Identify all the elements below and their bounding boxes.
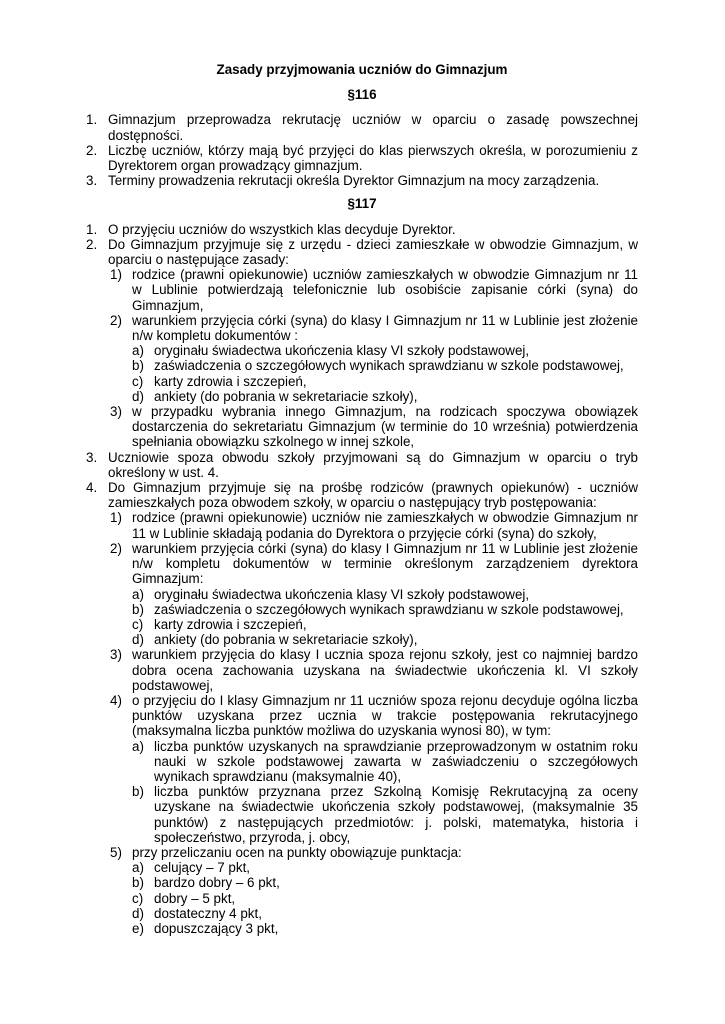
list-item: 1. O przyjęciu uczniów do wszystkich klas decyduje Dyrektor.: [86, 221, 456, 237]
list-item: a) liczba punktów uzyskanych na sprawdzianie przeprowadzonym w ostatnim roku nauki w szkole podstawowej zawarta w zaświadczeniu o szczegółowych wynikach sprawdzianu (maksymalnie 40),: [132, 738, 638, 784]
list-item: a) celujący – 7 pkt,: [132, 860, 251, 876]
list-item: 1) rodzice (prawni opiekunowie) uczniów nie zamieszkałych w obwodzie Gimnazjum nr 11 w Lublinie składają podania do Dyrektora o przyjęcie córki (syna) do szkoły,: [110, 510, 638, 541]
list-item: 2) warunkiem przyjęcia córki (syna) do klasy I Gimnazjum nr 11 w Lublinie jest złożenie n/w kompletu dokumentów w terminie określonym zarządzeniem dyrektora Gimnazjum:: [110, 540, 638, 587]
section-heading-116: §116: [347, 87, 377, 103]
list-item: 3. Terminy prowadzenia rekrutacji określa Dyrektor Gimnazjum na mocy zarządzenia.: [86, 173, 600, 189]
list-item: d) ankiety (do pobrania w sekretariacie szkoły),: [132, 388, 418, 404]
section-heading-117: §117: [347, 196, 377, 212]
list-item: 4) o przyjęciu do I klasy Gimnazjum nr 11 uczniów spoza rejonu decyduje ogólna liczba punktów uzyskana przez ucznia w trakcie postępowania rekrutacyjnego (maksymalna liczba punktów możliwa do uzyskania wynosi 80), w tym:: [110, 692, 638, 739]
list-item: a) oryginału świadectwa ukończenia klasy VI szkoły podstawowej,: [132, 343, 530, 359]
list-item: 4. Do Gimnazjum przyjmuje się na prośbę rodziców (prawnych opiekunów) - uczniów zamieszkałych poza obwodem szkoły, w oparciu o następujący tryb postępowania:: [86, 480, 638, 511]
document-title: Zasady przyjmowania uczniów do Gimnazjum: [216, 62, 508, 77]
document-page: [86, 62, 638, 936]
list-item: d) ankiety (do pobrania w sekretariacie szkoły),: [132, 632, 418, 648]
list-item: 2. Do Gimnazjum przyjmuje się z urzędu - dzieci zamieszkałe w obwodzie Gimnazjum, w oparciu o następujące zasady:: [86, 236, 638, 268]
list-item: 3. Uczniowie spoza obwodu szkoły przyjmowani są do Gimnazjum w oparciu o tryb określony w ust. 4.: [86, 449, 638, 480]
list-item: 2. Liczbę uczniów, którzy mają być przyjęci do klas pierwszych określa, w porozumieniu z Dyrektorem organ prowadzący gimnazjum.: [86, 142, 638, 174]
list-item: 3) warunkiem przyjęcia do klasy I ucznia spoza rejonu szkoły, jest co najmniej bardzo dobra ocena zachowania uzyskana na świadectwie ukończenia kl. VI szkoły podstawowej,: [110, 647, 638, 693]
list-item: c) dobry – 5 pkt,: [132, 890, 236, 906]
list-item: 1) rodzice (prawni opiekunowie) uczniów zamieszkałych w obwodzie Gimnazjum nr 11 w Lublinie potwierdzają telefonicznie lub osobiście zapisanie córki (syna) do Gimnazjum,: [110, 267, 638, 313]
list-item: a) oryginału świadectwa ukończenia klasy VI szkoły podstawowej,: [132, 586, 530, 602]
list-item: b) liczba punktów przyznana przez Szkolną Komisję Rekrutacyjną za oceny uzyskane na świadectwie ukończenia szkoły podstawowej, (maksymalnie 35 punktów) z następujących przedmiotów: j. polski, matematyka, historia i społeczeństwo, przyroda, j. obcy,: [132, 784, 638, 845]
list-item: c) karty zdrowia i szczepień,: [132, 616, 307, 632]
list-item: 1. Gimnazjum przeprowadza rekrutację uczniów w oparciu o zasadę powszechnej dostępności.: [86, 112, 638, 143]
list-item: e) dopuszczający 3 pkt,: [132, 920, 279, 936]
list-item: b) zaświadczenia o szczegółowych wynikach sprawdzianu w szkole podstawowej,: [132, 601, 624, 617]
list-item: 2) warunkiem przyjęcia córki (syna) do klasy I Gimnazjum nr 11 w Lublinie jest złożenie n/w kompletu dokumentów :: [110, 312, 638, 344]
list-item: b) bardzo dobry – 6 pkt,: [132, 875, 280, 891]
list-item: 5) przy przeliczaniu ocen na punkty obowiązuje punktacja:: [110, 844, 462, 860]
list-item: d) dostateczny 4 pkt,: [132, 905, 262, 921]
list-item: 3) w przypadku wybrania innego Gimnazjum, na rodzicach spoczywa obowiązek dostarczenia do sekretariatu Gimnazjum (w terminie do 10 września) potwierdzenia spełniania obowiązku szkolnego w innej szkole,: [110, 404, 638, 450]
list-item: b) zaświadczenia o szczegółowych wynikach sprawdzianu w szkole podstawowej,: [132, 358, 624, 374]
list-item: c) karty zdrowia i szczepień,: [132, 373, 307, 389]
